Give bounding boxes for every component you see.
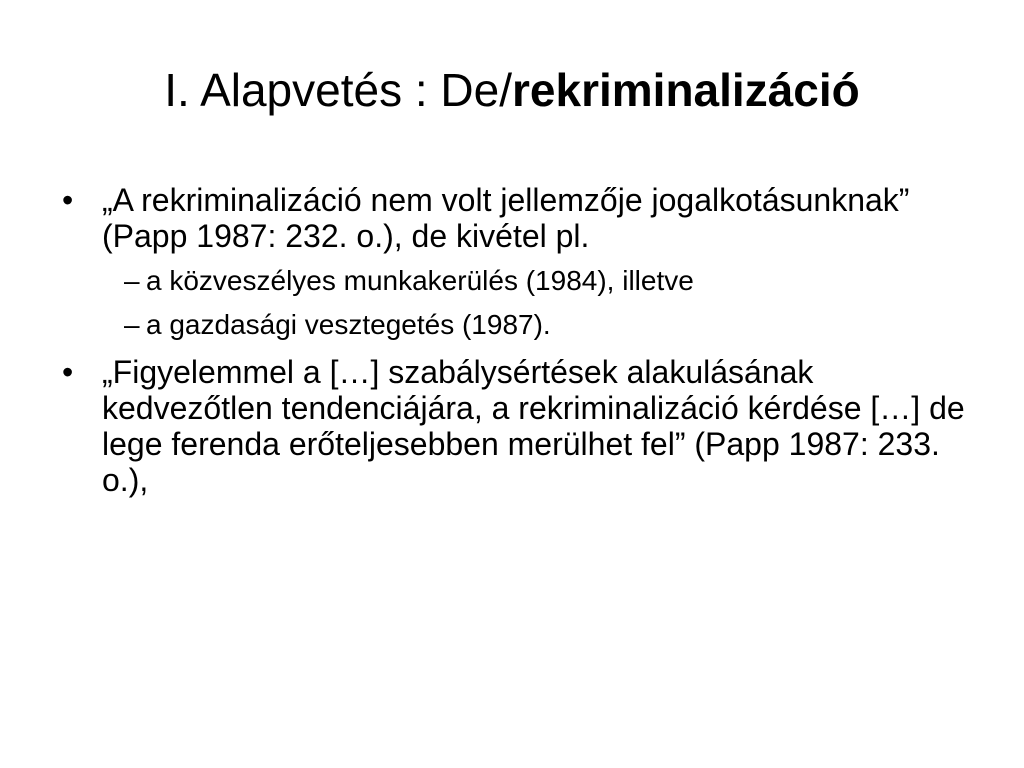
slide-content — [62, 182, 982, 498]
bullet-icon: • — [62, 354, 74, 390]
dash-icon: – — [124, 309, 140, 340]
sub-item-2 — [62, 308, 982, 342]
slide-title-regular: I. Alapvetés : De/ — [164, 64, 513, 116]
sub-item-text: a gazdasági vesztegetés (1987). — [146, 309, 551, 340]
sub-item-text: a közveszélyes munkakerülés (1984), illetve — [146, 265, 694, 296]
sub-item-1 — [62, 264, 982, 298]
bullet-item-1 — [62, 182, 982, 254]
slide-title-bold: rekriminalizáció — [512, 64, 860, 116]
bullet-text: „A rekriminalizáció nem volt jellemzője jogalkotásunknak” (Papp 1987: 232. o.), de kivétel pl. — [102, 182, 910, 254]
dash-icon: – — [124, 265, 140, 296]
bullet-icon: • — [62, 182, 74, 218]
bullet-item-2 — [62, 354, 982, 498]
bullet-text: „Figyelemmel a […] szabálysértések alakulásának kedvezőtlen tendenciájára, a rekriminalizáció kérdése […] de lege ferenda erőteljesebben merülhet fel” (Papp 1987: 233. o.), — [102, 354, 965, 498]
slide-title — [0, 62, 1024, 118]
